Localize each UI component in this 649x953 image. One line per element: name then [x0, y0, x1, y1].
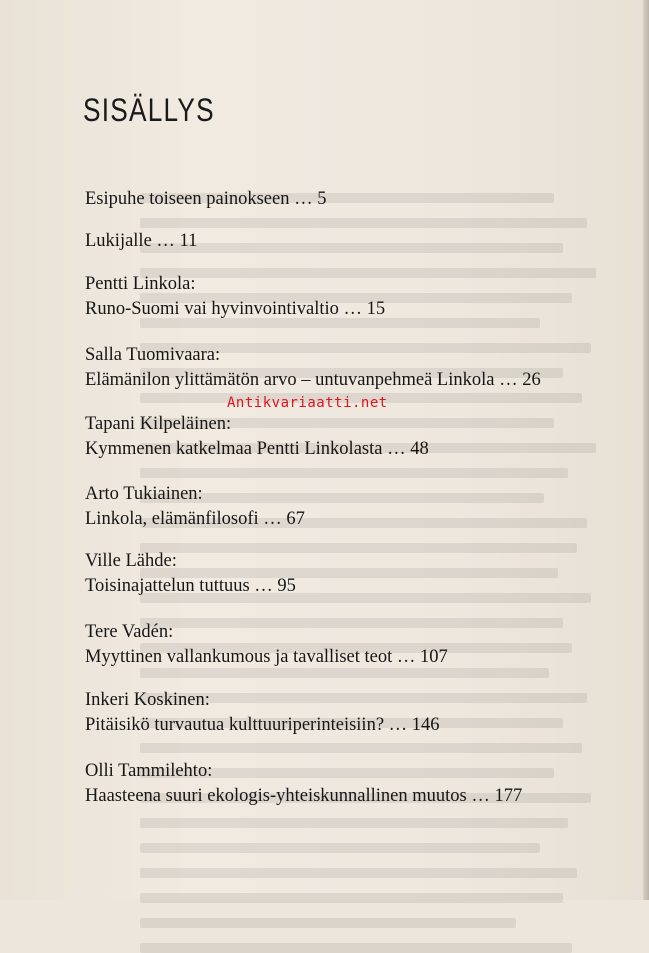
bleed-line [140, 218, 587, 228]
toc-entry [85, 187, 326, 212]
toc-entry-text: Pitäisikö turvautua kulttuuriperinteisiin? … 146 [85, 714, 440, 735]
bleed-line [140, 943, 572, 953]
toc-entry [85, 272, 385, 321]
toc-entry-author: Ville Lähde: [85, 551, 177, 571]
toc-entry-text: Haasteena suuri ekologis-yhteiskunnallinen muutos … 177 [85, 785, 523, 806]
toc-entry-text: Toisinajattelun tuttuus … 95 [85, 575, 296, 596]
toc-entry-text: Runo-Suomi vai hyvinvointivaltio … 15 [85, 298, 386, 319]
page-title: SISÄLLYS [83, 92, 215, 128]
bleed-heading-shape [145, 140, 610, 178]
toc-entry [85, 482, 305, 531]
toc-entry-text: Elämänilon ylittämätön arvo – untuvanpehmeä Linkola … 26 [85, 369, 541, 390]
toc-entry-text: Kymmenen katkelmaa Pentti Linkolasta … 48 [85, 438, 429, 459]
toc-entry [85, 759, 522, 808]
toc-entry-author: Inkeri Koskinen: [85, 690, 210, 710]
toc-entry [85, 620, 448, 669]
toc-entry-text: Esipuhe toiseen painokseen … 5 [85, 189, 327, 209]
toc-entry [85, 343, 541, 392]
bleed-line [140, 468, 568, 478]
watermark: Antikvariaatti.net [227, 395, 388, 411]
bleed-line [140, 893, 563, 903]
toc-entry [85, 229, 197, 254]
toc-entry-text: Lukijalle … 11 [85, 231, 198, 251]
toc-entry-author: Tere Vadén: [85, 622, 174, 642]
bleed-line [140, 743, 582, 753]
toc-entry-text: Myyttinen vallankumous ja tavalliset teot … 107 [85, 646, 448, 667]
bleed-line [140, 868, 577, 878]
toc-entry-author: Arto Tukiainen: [85, 484, 203, 504]
toc-entry [85, 412, 429, 461]
toc-entry [85, 549, 296, 598]
toc-entry-author: Pentti Linkola: [85, 274, 196, 294]
bleed-line [140, 843, 540, 853]
bleed-line [140, 668, 549, 678]
toc-entry [85, 688, 440, 737]
bleed-line [140, 818, 568, 828]
toc-entry-author: Salla Tuomivaara: [85, 345, 221, 365]
page-edge [643, 0, 649, 900]
toc-entry-author: Tapani Kilpeläinen: [85, 414, 232, 434]
bleed-line [140, 918, 516, 928]
bleed-line [140, 243, 563, 253]
toc-entry-author: Olli Tammilehto: [85, 761, 213, 781]
toc-entry-text: Linkola, elämänfilosofi … 67 [85, 508, 305, 529]
